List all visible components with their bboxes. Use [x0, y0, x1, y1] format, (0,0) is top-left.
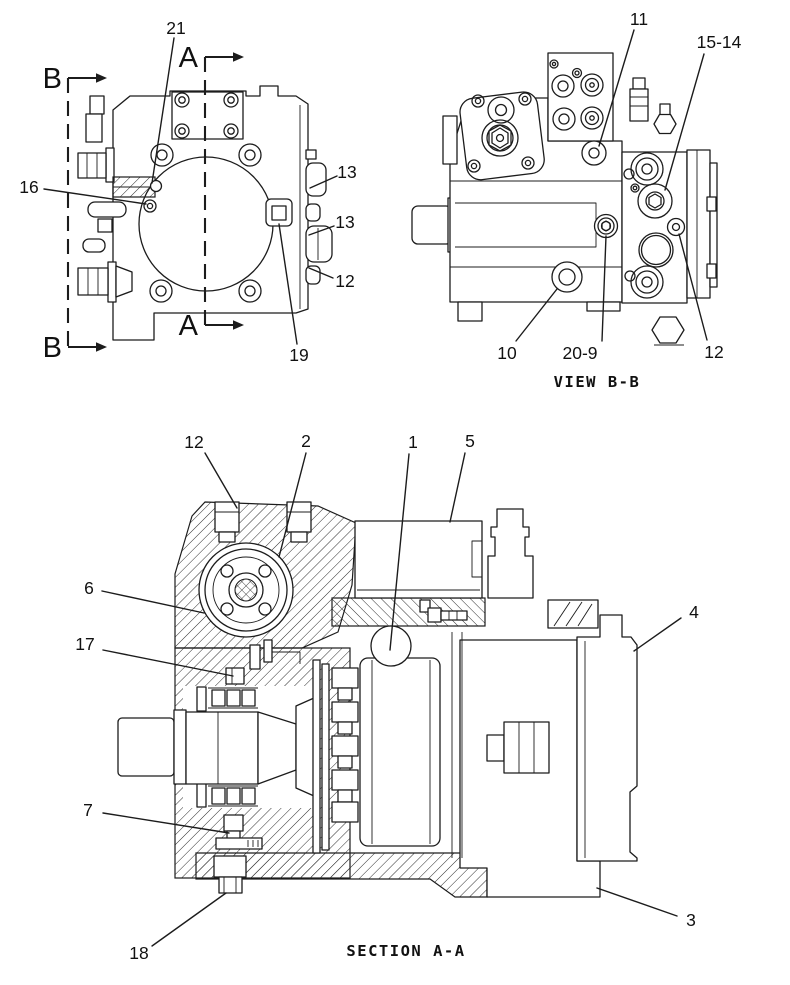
part-19-plug: [266, 199, 292, 226]
callout-18: 18: [129, 943, 149, 963]
end-cap-tab-1: [707, 197, 716, 211]
callout-1: 1: [408, 432, 418, 452]
section-letter-b-top: B: [42, 63, 62, 95]
callout-12-bb: 12: [704, 342, 724, 362]
section-letter-b-bottom: B: [42, 332, 62, 364]
callout-13-lower: 13: [335, 212, 355, 232]
flange-side-tab: [443, 116, 457, 164]
callout-13-upper: 13: [337, 162, 357, 182]
end-cap-tab-2: [707, 264, 716, 278]
callout-21: 21: [166, 18, 186, 38]
top-mounting-plate: [172, 92, 243, 139]
part-20-9-valve: [595, 215, 618, 238]
callout-12-front: 12: [335, 271, 355, 291]
callout-2: 2: [301, 431, 311, 451]
mount-foot: [458, 302, 482, 321]
callout-7: 7: [83, 800, 93, 820]
callout-17: 17: [75, 634, 95, 654]
section-aa-title: SECTION A-A: [346, 942, 466, 960]
callout-4: 4: [689, 602, 699, 622]
callout-3: 3: [686, 910, 696, 930]
callout-15-14: 15-14: [696, 32, 742, 52]
view-bb-title: VIEW B-B: [553, 373, 641, 391]
part-16-plug: [144, 200, 156, 212]
part-7-valve: [224, 815, 243, 831]
callout-5: 5: [465, 431, 475, 451]
drive-shaft-core: [235, 579, 257, 601]
input-shaft-stub: [412, 206, 452, 244]
callout-10: 10: [497, 343, 517, 363]
callout-16: 16: [19, 177, 39, 197]
part-11-port: [582, 141, 606, 165]
section-letter-a-top: A: [178, 42, 198, 74]
part-17-plug: [226, 668, 244, 684]
callout-11: 11: [629, 9, 649, 29]
callout-19: 19: [289, 345, 309, 365]
callout-6: 6: [84, 578, 94, 598]
section-letter-a-bottom: A: [178, 310, 198, 342]
upper-right-boss: [548, 600, 598, 628]
part-4-flange: [577, 615, 637, 861]
callout-20-9: 20-9: [562, 343, 598, 363]
part-18-plug: [214, 856, 246, 893]
callout-12-section: 12: [184, 432, 204, 452]
part-10-port: [552, 262, 582, 292]
part-5-cover: [355, 521, 482, 598]
